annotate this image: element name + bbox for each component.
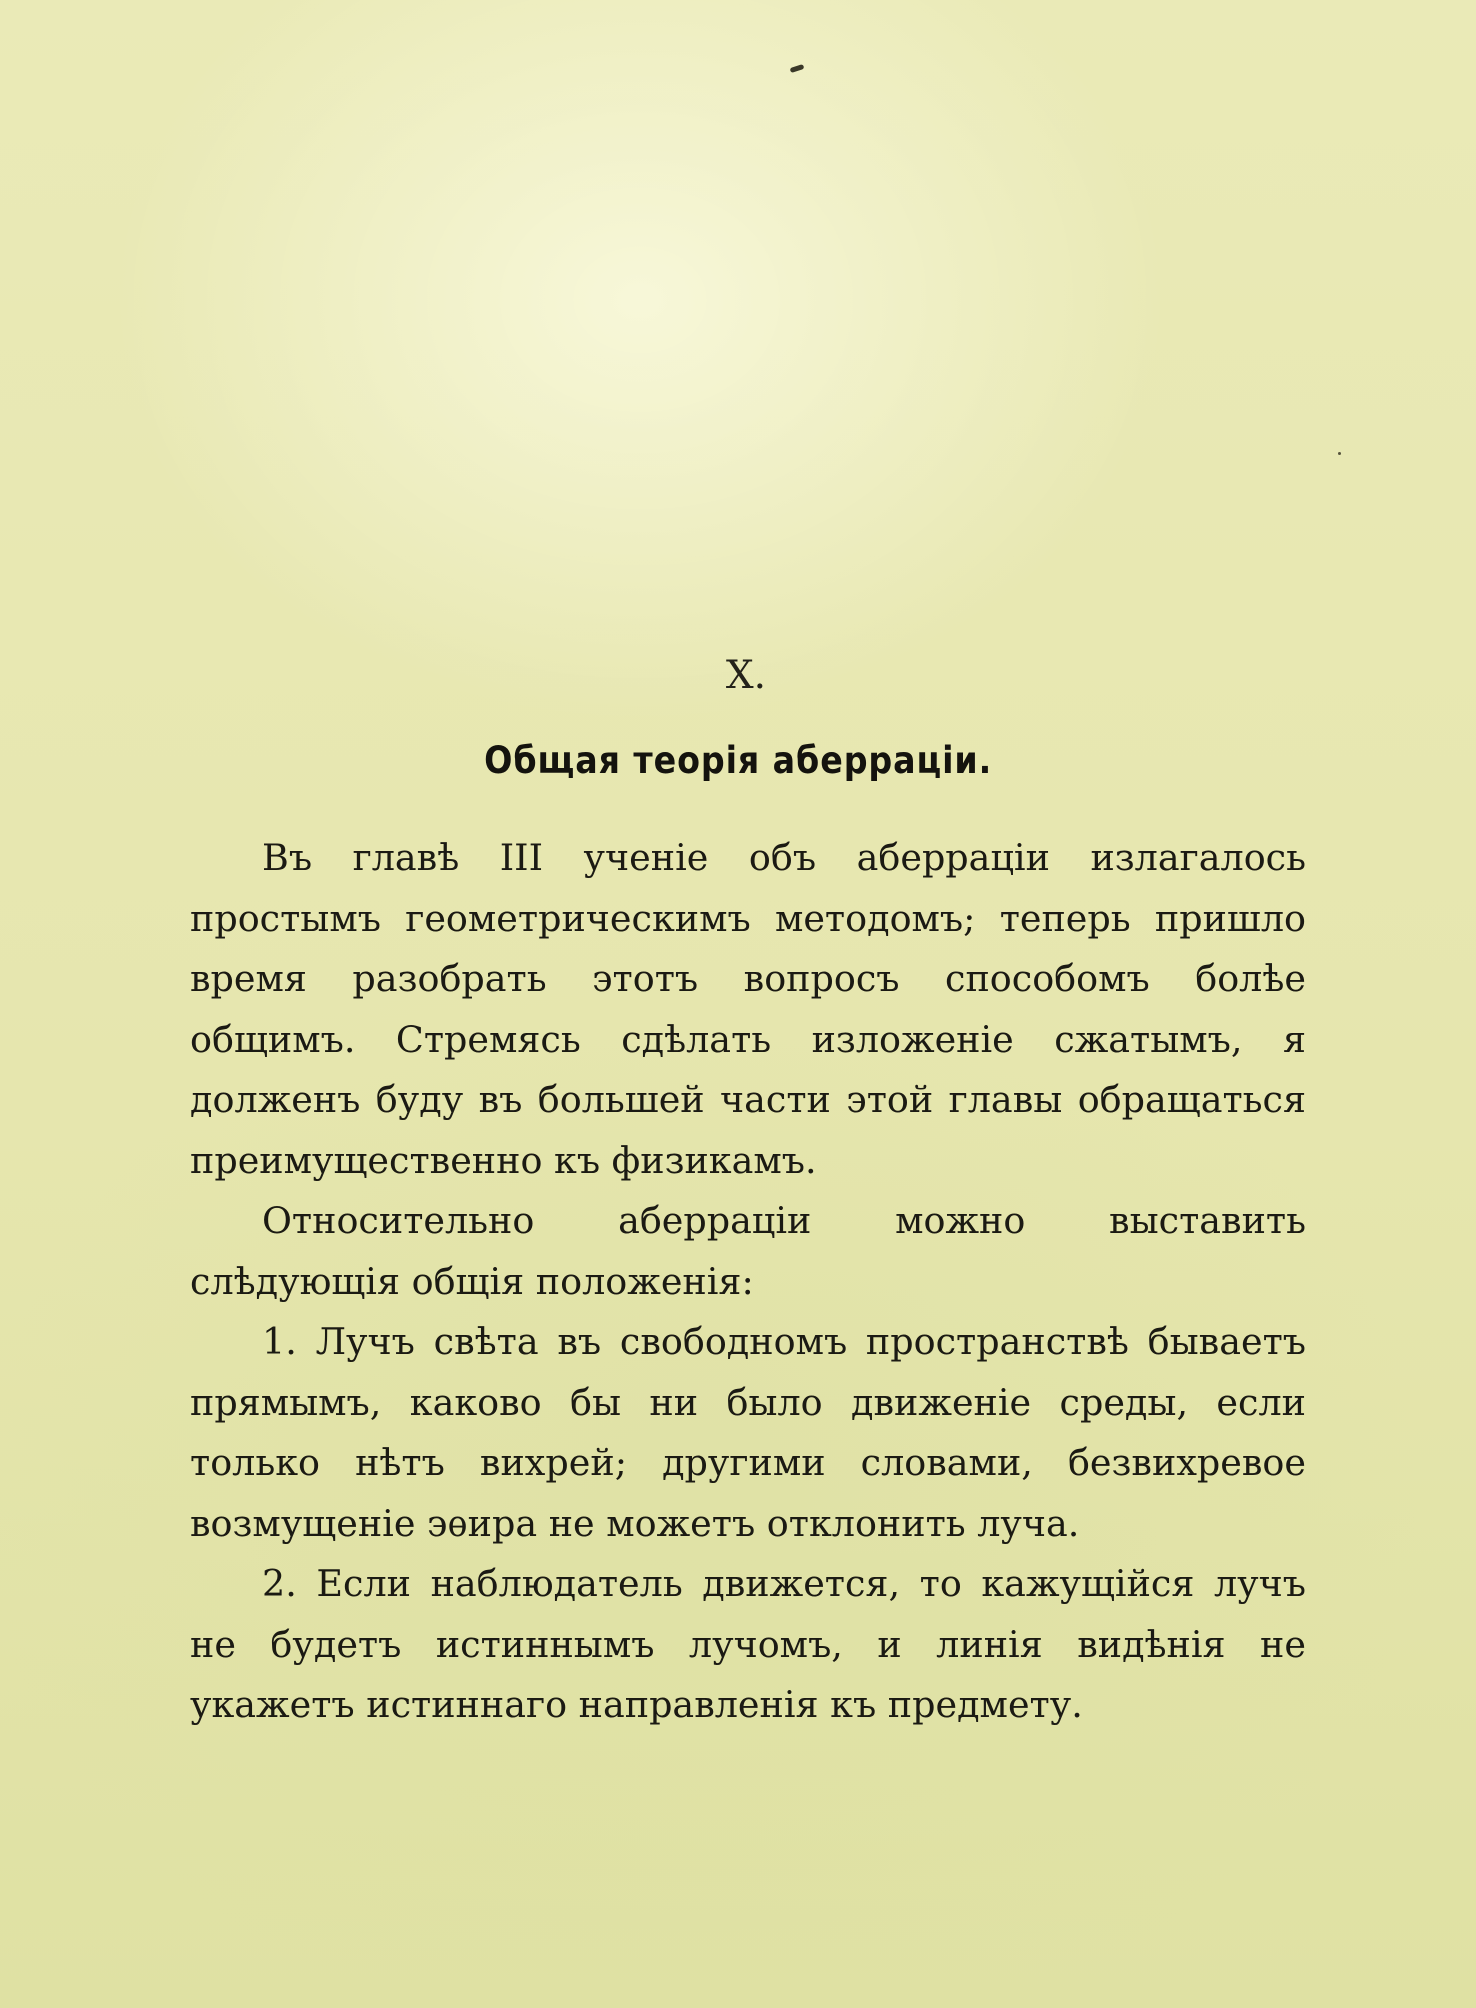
proposition-2: 2. Если наблюдатель движется, то кажущійся лучъ не будетъ истиннымъ лучомъ, и линія видѣнія не укажетъ истиннаго направленія къ предмету. <box>190 1562 1306 1726</box>
chapter-number: X. <box>725 653 767 698</box>
body-text <box>190 828 1306 1736</box>
chapter-title: Общая теорія аберраціи. <box>484 739 993 782</box>
proposition-1: 1. Лучъ свѣта въ свободномъ пространствѣ бываетъ прямымъ, каково бы ни было движеніе среды, если только нѣтъ вихрей; другими словами, безвихревое возмущеніе эѳира не можетъ отклонить луча. <box>190 1320 1306 1545</box>
paragraph-propositions: Относительно аберраціи можно выставить слѣдующія общія положенія: <box>190 1199 1306 1303</box>
ink-speck <box>790 64 805 73</box>
paragraph-intro: Въ главѣ III ученіе объ аберраціи излагалось простымъ геометрическимъ методомъ; теперь пришло время разобрать этотъ вопросъ способомъ болѣе общимъ. Стремясь сдѣлать изложеніе сжатымъ, я долженъ буду въ большей части этой главы обращаться преимущественно къ физикамъ. <box>190 836 1306 1182</box>
ink-speck <box>1338 452 1341 455</box>
